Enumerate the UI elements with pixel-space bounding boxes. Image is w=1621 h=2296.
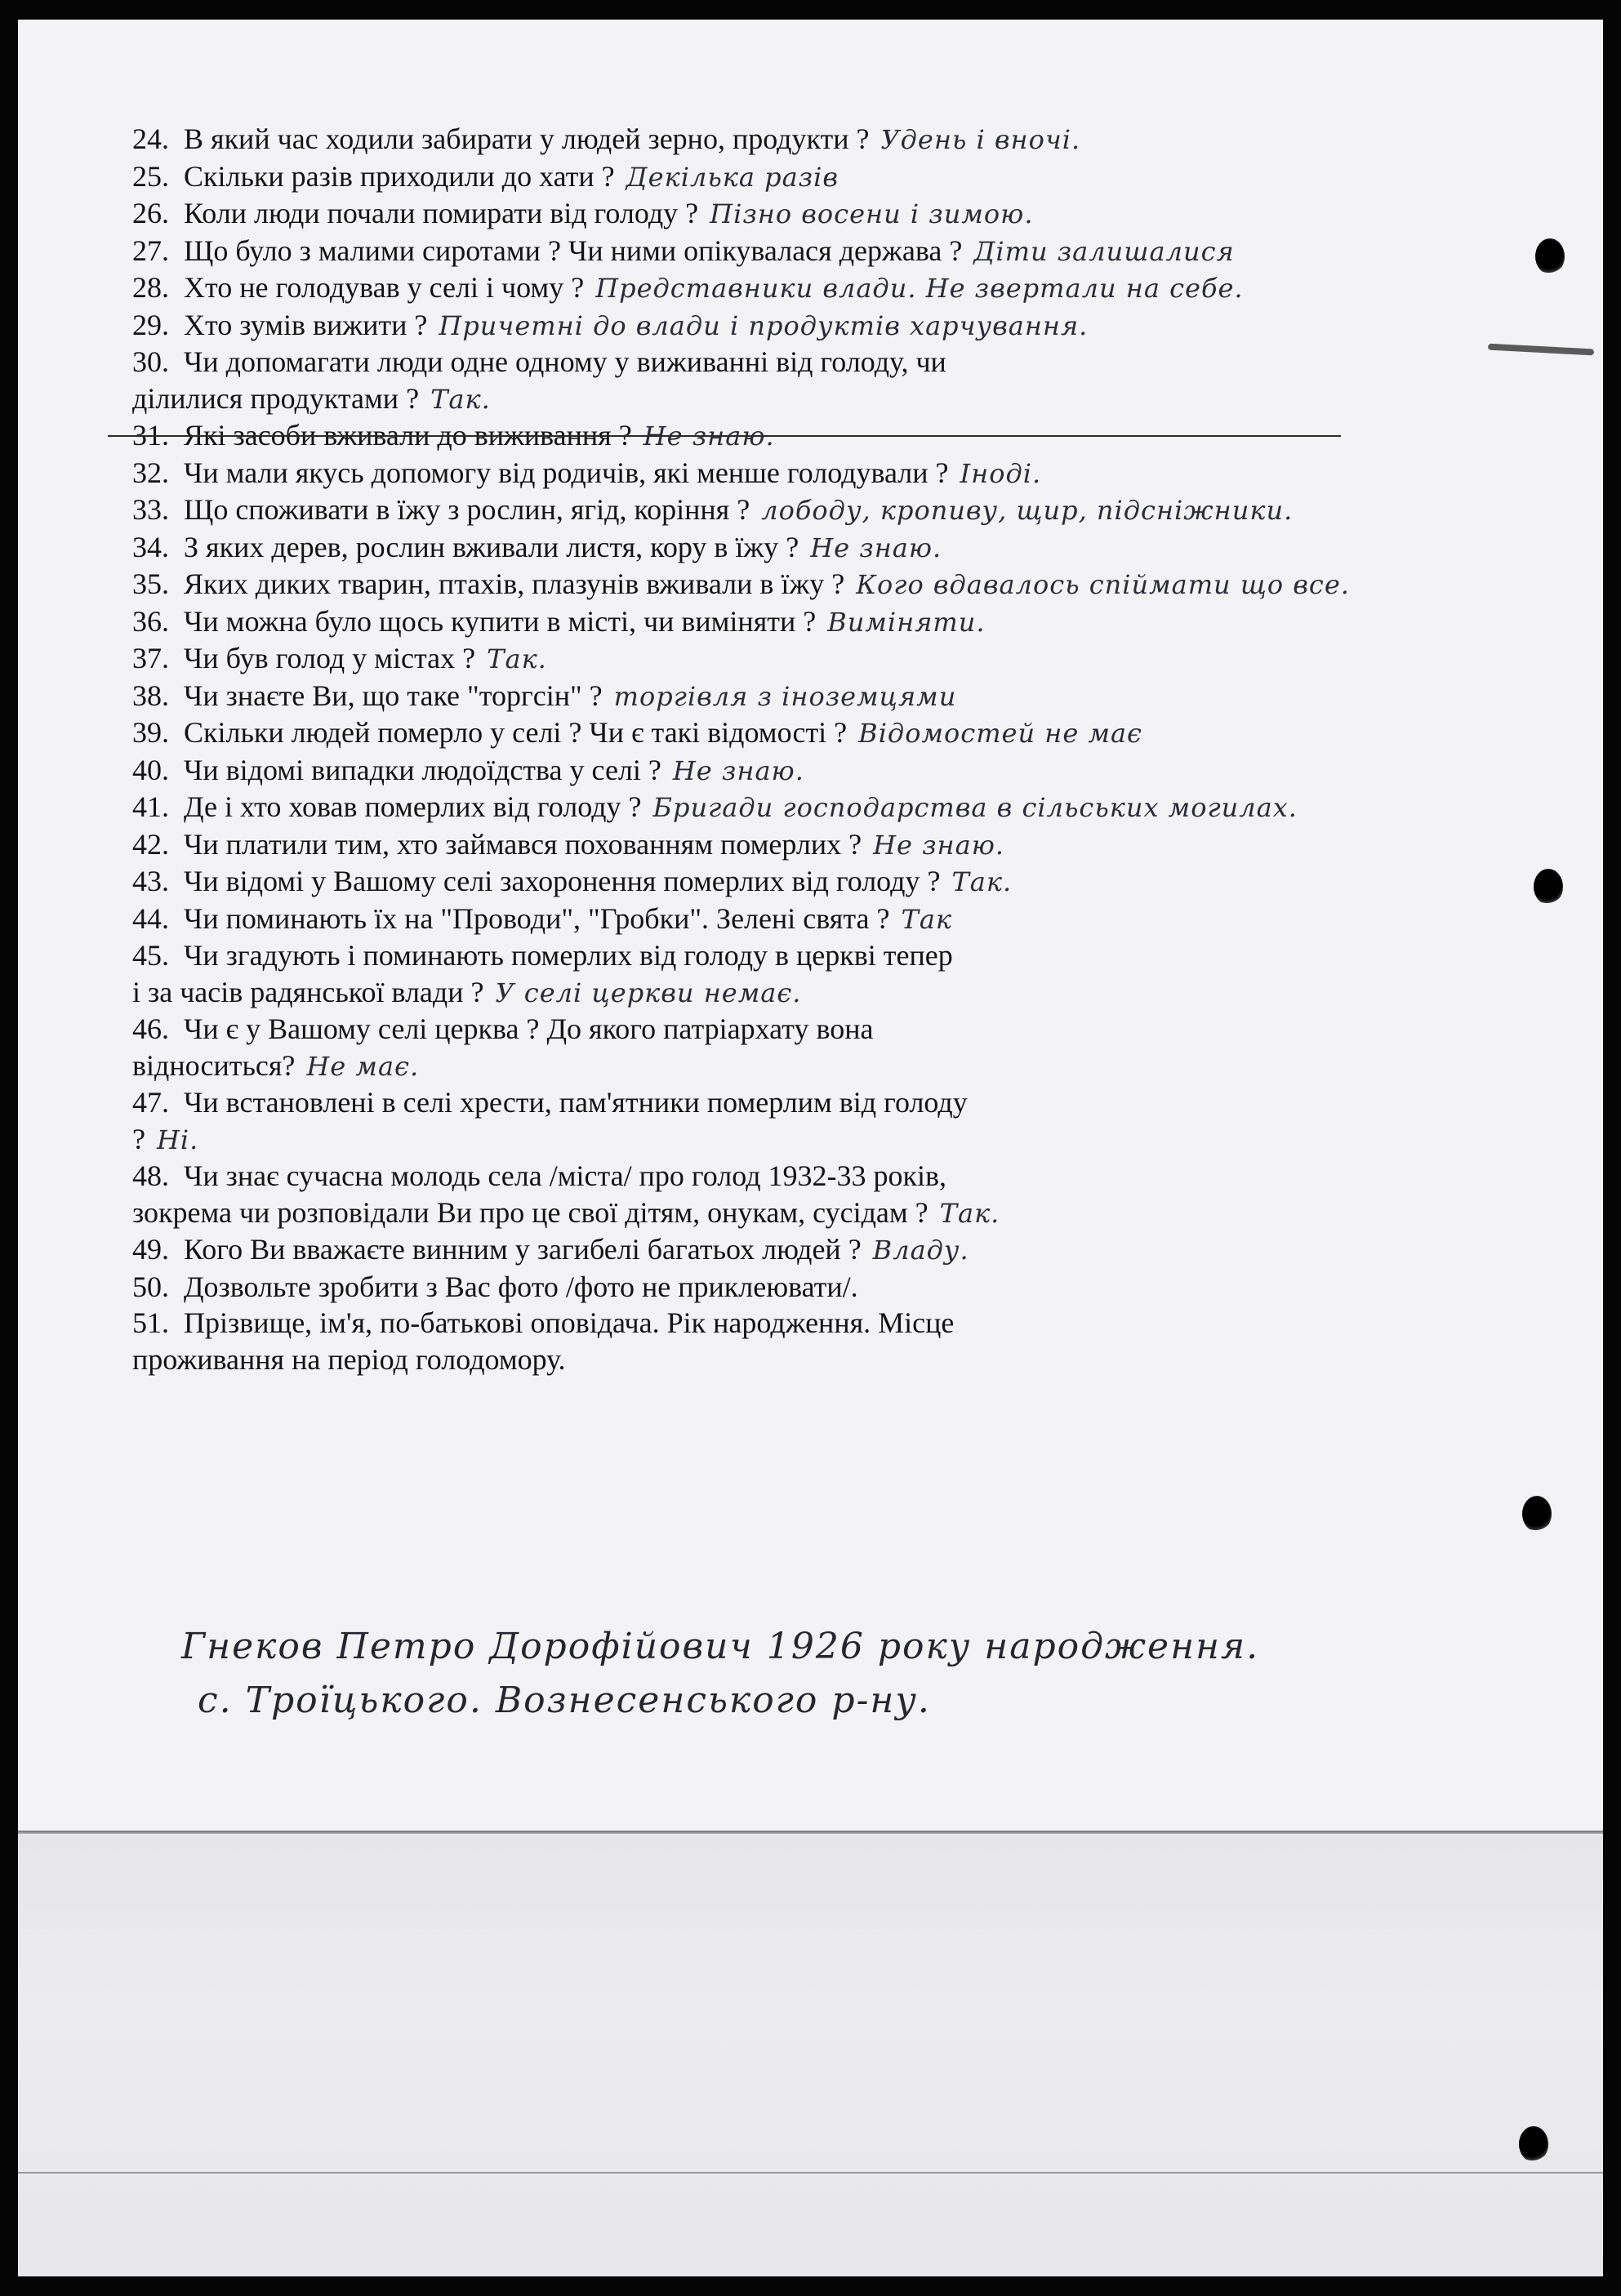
page-fold-line <box>18 2172 1603 2174</box>
handwritten-answer: Виміняти. <box>827 606 986 638</box>
handwritten-answer: Так. <box>430 383 491 415</box>
question-item <box>132 752 1594 790</box>
handwritten-answer: Не знаю. <box>810 532 942 563</box>
question-number: 43. <box>132 865 169 897</box>
handwritten-answer: Так. <box>487 643 547 674</box>
question-number: 30. <box>132 345 169 378</box>
question-item <box>132 269 1594 307</box>
punch-hole <box>1519 2126 1548 2162</box>
question-item <box>132 1231 1594 1269</box>
question-item <box>132 121 1594 158</box>
question-item <box>132 863 1594 901</box>
respondent-name-line: Гнеков Петро Дорофійович 1926 року народження. <box>181 1626 1260 1667</box>
question-text: Чи знає сучасна молодь села /міста/ про голод 1932-33 років, зокрема чи розповідали Ви про це свої дітям, онукам, сусідам ? <box>132 1159 946 1229</box>
question-number: 28. <box>132 271 169 304</box>
handwritten-answer: Не знаю. <box>873 829 1005 861</box>
question-item <box>132 1084 1594 1158</box>
question-item <box>132 789 1594 826</box>
document-page <box>18 20 1603 2276</box>
question-item <box>132 492 1594 529</box>
punch-hole <box>1522 1496 1552 1532</box>
question-number: 31. <box>132 419 169 452</box>
handwritten-answer: лободу, кропиву, щир, підсніжники. <box>761 495 1294 526</box>
question-text: Чи можна було щось купити в місті, чи виміняти ? <box>184 604 817 638</box>
question-item <box>132 195 1594 233</box>
question-text: Скільки людей померло у селі ? Чи є такі відомості ? <box>184 716 848 749</box>
question-number: 51. <box>132 1306 169 1339</box>
handwritten-answer: Декілька разів <box>626 161 839 193</box>
question-text: Скільки разів приходили до хати ? <box>184 159 615 193</box>
question-text: Чи мали якусь допомогу від родичів, які менше голодували ? <box>184 456 949 489</box>
question-number: 32. <box>132 456 169 489</box>
respondent-info <box>181 1620 1570 1728</box>
handwritten-answer: Так. <box>951 866 1013 897</box>
questionnaire-list <box>132 121 1594 1377</box>
question-number: 42. <box>132 827 169 861</box>
question-item <box>132 640 1594 678</box>
question-text: Хто зумів вижити ? <box>184 308 428 341</box>
question-number: 48. <box>132 1159 169 1192</box>
question-number: 29. <box>132 308 169 341</box>
question-item <box>132 1158 1594 1231</box>
question-number: 25. <box>132 159 169 193</box>
handwritten-answer: Не знаю. <box>672 754 804 786</box>
question-text: Хто не голодував у селі і чому ? <box>184 271 585 304</box>
question-text: Дозвольте зробити з Вас фото /фото не приклеювати/. <box>184 1270 858 1303</box>
handwritten-answer: Причетні до влади і продуктів харчування. <box>439 309 1089 341</box>
handwritten-answer: Владу. <box>872 1235 969 1266</box>
question-number: 34. <box>132 530 169 563</box>
question-number: 46. <box>132 1012 169 1045</box>
question-item <box>132 344 1594 417</box>
question-item <box>132 937 1594 1011</box>
question-text: Чи поминають їх на "Проводи", "Гробки". Зелені свята ? <box>184 901 890 935</box>
blank-lower-area <box>18 1832 1603 2276</box>
question-number: 24. <box>132 122 169 155</box>
question-number: 45. <box>132 939 169 972</box>
question-number: 40. <box>132 753 169 786</box>
question-number: 47. <box>132 1086 169 1119</box>
question-number: 36. <box>132 604 169 638</box>
question-text: Чи відомі випадки людоїдства у селі ? <box>184 753 661 786</box>
question-text: Чи допомагати люди одне одному у виживанні від голоду, чи ділилися продуктами ? <box>132 345 946 415</box>
handwritten-answer: Іноді. <box>960 457 1042 489</box>
question-number: 27. <box>132 234 169 267</box>
question-item <box>132 678 1594 715</box>
question-number: 38. <box>132 679 169 712</box>
question-text: Що було з малими сиротами ? Чи ними опікувалася держава ? <box>184 234 963 267</box>
handwritten-answer: Бригади господарства в сільських могилах. <box>652 792 1298 823</box>
question-item <box>132 714 1594 752</box>
question-text: Кого Ви вважаєте винним у загибелі багатьох людей ? <box>184 1233 862 1266</box>
question-item <box>132 566 1594 603</box>
question-item <box>132 158 1594 196</box>
question-text: Які засоби вживали до виживання ? <box>184 419 632 452</box>
handwritten-answer: Не має. <box>306 1050 420 1082</box>
question-text: Де і хто ховав померлих від голоду ? <box>184 790 642 823</box>
question-text: Чи згадують і поминають померлих від голоду в церкві тепер і за часів радянської влади ? <box>132 939 953 1008</box>
question-item <box>132 1305 1594 1377</box>
page-fold-line <box>18 1831 1603 1834</box>
handwritten-answer: Не знаю. <box>643 420 775 452</box>
question-number: 44. <box>132 901 169 935</box>
question-number: 37. <box>132 642 169 674</box>
handwritten-answer: Так <box>901 903 952 935</box>
handwritten-answer: Ні. <box>156 1124 199 1155</box>
handwritten-answer: Пізно восени і зимою. <box>710 198 1034 229</box>
handwritten-answer: Кого вдавалось спіймати що все. <box>856 569 1350 600</box>
question-number: 26. <box>132 197 169 229</box>
question-item <box>132 1269 1594 1306</box>
question-text: Що споживати в їжу з рослин, ягід, коріння ? <box>184 493 750 526</box>
question-item <box>132 1011 1594 1084</box>
question-number: 39. <box>132 716 169 749</box>
handwritten-answer: Удень і вночі. <box>880 124 1081 155</box>
question-number: 50. <box>132 1270 169 1303</box>
handwritten-answer: Відомостей не має <box>858 718 1142 749</box>
question-text: З яких дерев, рослин вживали листя, кору в їжу ? <box>184 530 799 563</box>
question-item <box>132 455 1594 492</box>
question-text: Чи знаєте Ви, що таке "торгсін" ? <box>184 679 603 712</box>
question-item <box>132 901 1594 938</box>
question-item <box>132 826 1594 864</box>
question-item <box>132 233 1594 270</box>
question-number: 35. <box>132 567 169 600</box>
question-text: Коли люди почали помирати від голоду ? <box>184 197 699 229</box>
question-item <box>132 603 1594 641</box>
question-item <box>132 307 1594 345</box>
question-text: Чи відомі у Вашому селі захоронення померлих від голоду ? <box>184 865 941 897</box>
handwritten-answer: торгівля з іноземцями <box>613 680 957 712</box>
question-text: Чи був голод у містах ? <box>184 642 476 674</box>
handwritten-answer: Так. <box>939 1197 1000 1229</box>
question-text: Чи є у Вашому селі церква ? До якого патріархату вона відноситься? <box>132 1012 874 1082</box>
question-text: Яких диких тварин, птахів, плазунів вживали в їжу ? <box>184 567 845 600</box>
respondent-address-line: с. Троїцького. Вознесенського р-ну. <box>198 1680 931 1721</box>
question-text: Прізвище, ім'я, по-батькові оповідача. Рік народження. Місце проживання на період голодомору. <box>132 1306 955 1376</box>
question-text: В який час ходили забирати у людей зерно, продукти ? <box>184 122 870 155</box>
question-item <box>132 529 1594 567</box>
question-text: Чи встановлені в селі хрести, пам'ятники померлим від голоду ? <box>132 1086 968 1155</box>
handwritten-answer: Діти залишалися <box>973 235 1235 267</box>
handwritten-answer: Представники влади. Не звертали на себе. <box>595 273 1244 304</box>
handwritten-answer: У селі церкви немає. <box>495 977 802 1008</box>
question-text: Чи платили тим, хто займався похованням померлих ? <box>184 827 862 861</box>
question-item <box>132 417 1594 455</box>
question-number: 41. <box>132 790 169 823</box>
question-number: 33. <box>132 493 169 526</box>
question-number: 49. <box>132 1233 169 1266</box>
